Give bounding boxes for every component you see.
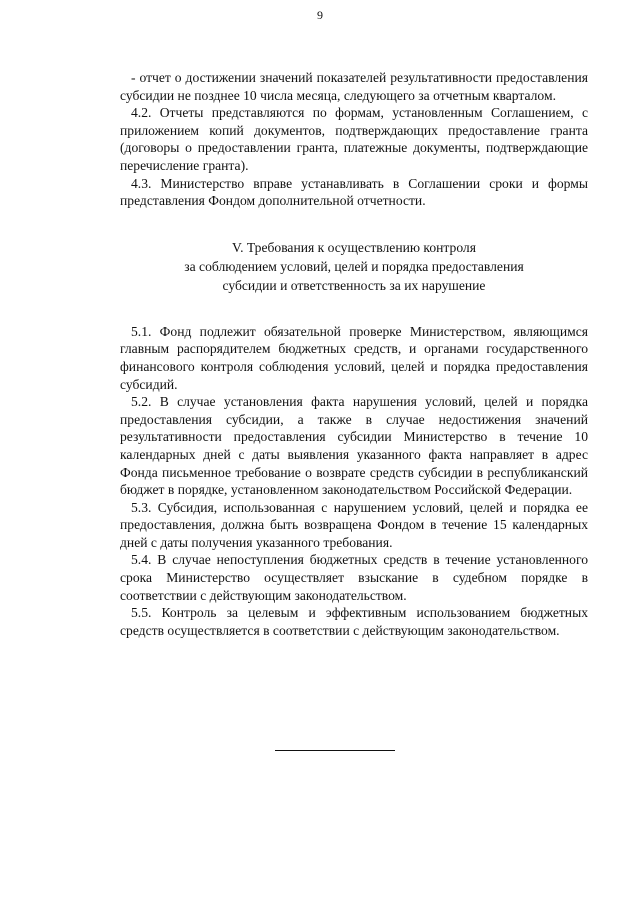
end-separator-line <box>275 750 395 751</box>
paragraph-5-5: 5.5. Контроль за целевым и эффективным использованием бюджетных средств осуществляется в соответствии с действующим законодательством. <box>120 605 588 638</box>
section-heading-line-3: субсидии и ответственность за их нарушение <box>222 277 486 293</box>
section-heading-line-1: V. Требования к осуществлению контроля <box>232 239 476 255</box>
section-heading-line-2: за соблюдением условий, целей и порядка предоставления <box>184 258 524 274</box>
paragraph-5-3: 5.3. Субсидия, использованная с нарушением условий, целей и порядка ее предоставления, должна быть возвращена Фондом в течение 15 календарных дней с даты получения указанного требования. <box>120 499 588 550</box>
paragraph-report-deadline: - отчет о достижении значений показателей результативности предоставления субсидии не позднее 10 числа месяца, следующего за отчетным кварталом. <box>120 70 588 103</box>
paragraph-4-3: 4.3. Министерство вправе устанавливать в Соглашении сроки и формы представления Фондом дополнительной отчетности. <box>120 175 588 209</box>
page-number: 9 <box>317 8 323 22</box>
paragraph-4-2: 4.2. Отчеты представляются по формам, установленным Соглашением, с приложением копий документов, подтверждающих предоставление гранта (договоры о предоставлении гранта, платежные документы, подтверждающие перечисление гранта). <box>120 105 588 173</box>
paragraph-5-1: 5.1. Фонд подлежит обязательной проверке Министерством, являющимся главным распорядителем бюджетных средств, и органами государственного финансового контроля соблюдения условий, целей и порядка предоставления субсидий. <box>120 323 588 392</box>
section-heading <box>120 238 588 295</box>
paragraph-5-4: 5.4. В случае непоступления бюджетных средств в течение установленного срока Министерство осуществляет взыскание в судебном порядке в соответствии с действующим законодательством. <box>120 552 588 603</box>
paragraph-5-2: 5.2. В случае установления факта нарушения условий, целей и порядка предоставления субсидии, а также в случае недостижения значений результативности предоставления субсидии Министерство в течение 10 календарных дней с даты выявления указанного факта направляет в адрес Фонда письменное требование о возврате средств субсидии в республиканский бюджет в порядке, установленном законодательством Российской Федерации. <box>120 394 588 498</box>
document-body <box>120 69 588 639</box>
